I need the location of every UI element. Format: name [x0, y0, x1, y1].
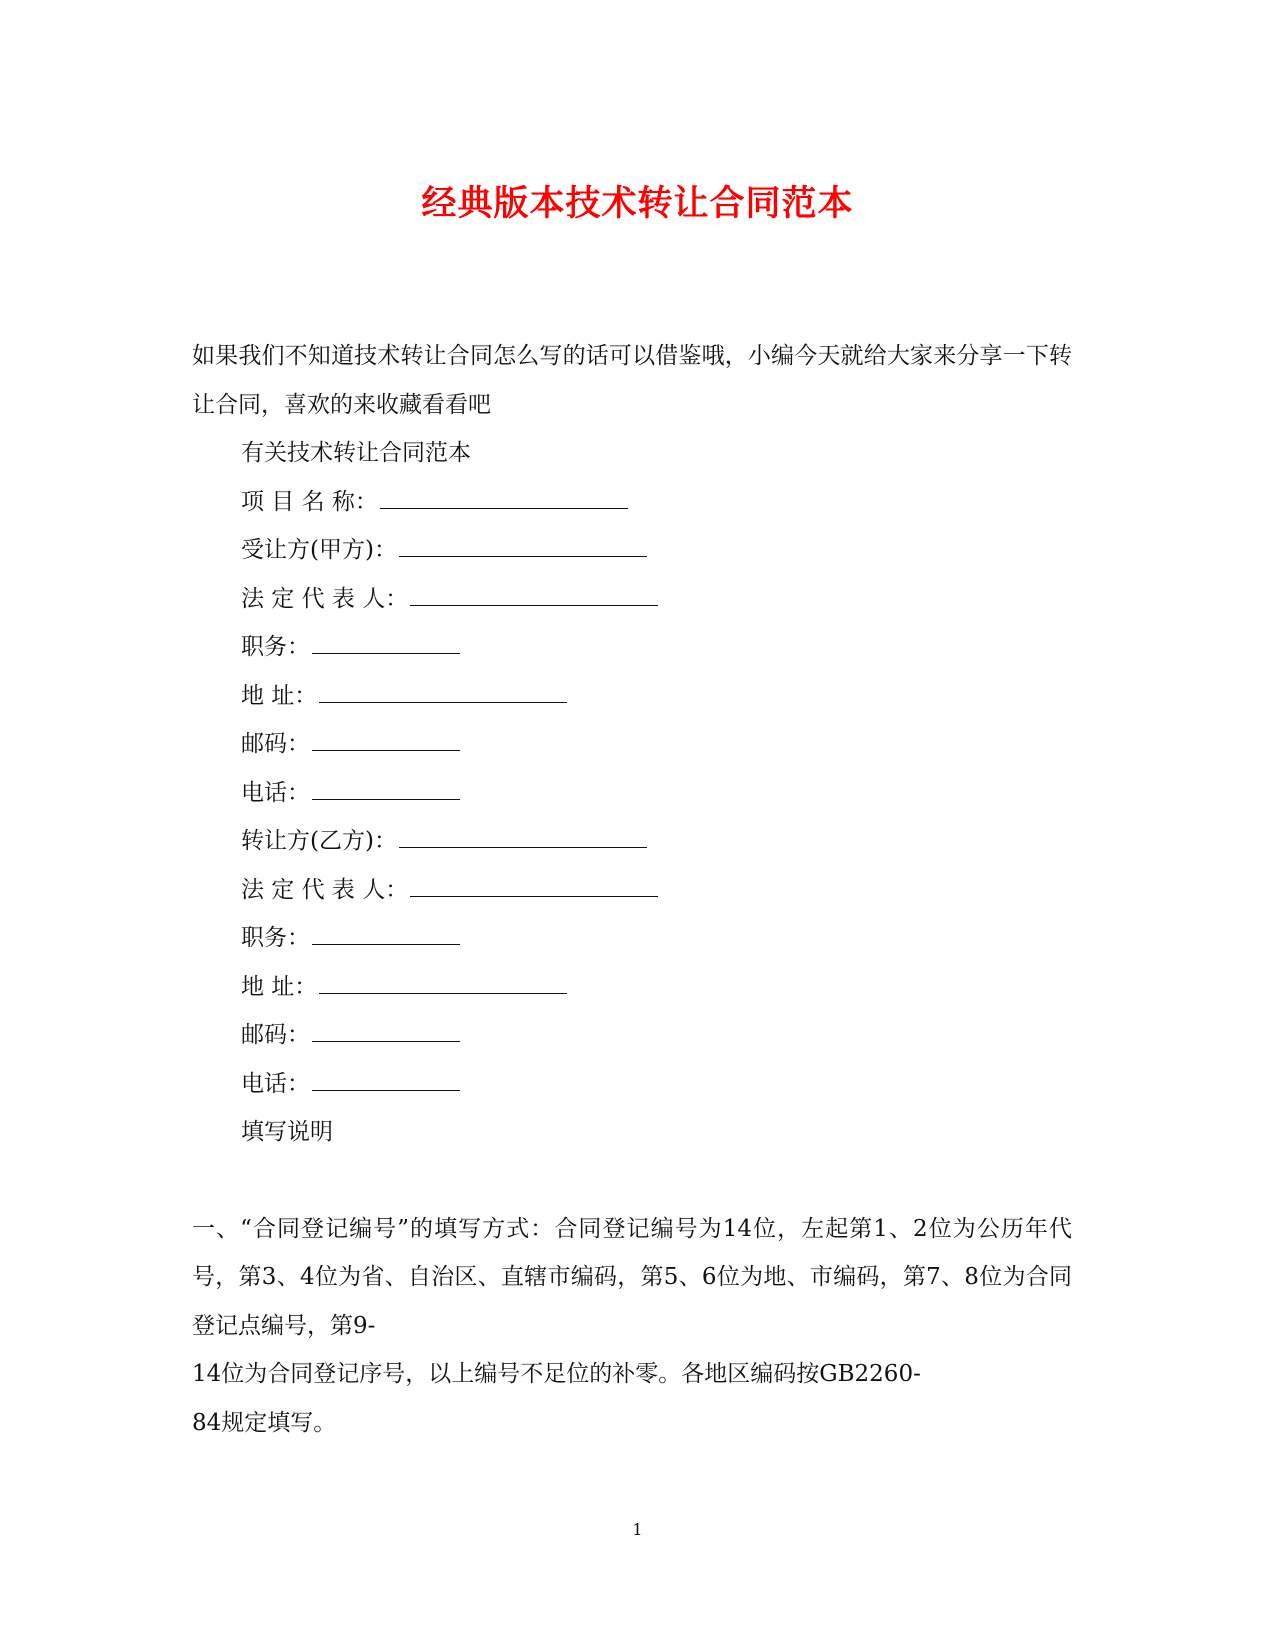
section-heading: 有关技术转让合同范本 — [241, 440, 471, 466]
form-field-row — [241, 769, 1072, 818]
form-field-row — [241, 575, 1072, 624]
form-field-blank[interactable] — [312, 781, 460, 800]
instructions-heading: 填写说明 — [241, 1119, 333, 1145]
form-field-row — [241, 720, 1072, 769]
form-field-blank[interactable] — [312, 732, 460, 751]
form-field-row — [241, 623, 1072, 672]
intro-paragraph: 如果我们不知道技术转让合同怎么写的话可以借鉴哦，小编今天就给大家来分享一下转让合同，喜欢的来收藏看看吧 — [192, 343, 1072, 418]
form-field-blank[interactable] — [319, 975, 567, 994]
form-field-row — [241, 526, 1072, 575]
form-field-blank[interactable] — [380, 490, 628, 509]
form-field-blank[interactable] — [312, 1023, 460, 1042]
form-field-row — [241, 963, 1072, 1012]
form-field-blank[interactable] — [399, 829, 647, 848]
instruction-paragraph-1: 一、“合同登记编号”的填写方式：合同登记编号为14位，左起第1、2位为公历年代号，第3、4位为省、自治区、直辖市编码，第5、6位为地、市编码，第7、8位为合同登记点编号，第9- — [192, 1215, 1072, 1339]
form-field-label: 转让方(乙方)： — [241, 828, 397, 854]
form-field-label: 邮码： — [241, 1022, 310, 1048]
form-field-row — [241, 817, 1072, 866]
document-body — [192, 332, 1072, 1447]
form-field-row — [241, 1011, 1072, 1060]
form-field-blank[interactable] — [319, 684, 567, 703]
form-field-row — [241, 478, 1072, 527]
form-field-row — [241, 914, 1072, 963]
form-field-label: 邮码： — [241, 731, 310, 757]
paragraph-gap — [192, 1157, 1072, 1205]
form-field-row — [241, 672, 1072, 721]
form-field-label: 职务： — [241, 634, 310, 660]
page-number: 1 — [632, 1520, 643, 1539]
form-field-label: 地 址： — [241, 682, 318, 709]
form-field-label: 电话： — [241, 779, 310, 806]
party-fields — [241, 478, 1072, 1109]
form-field-label: 受让方(甲方)： — [241, 537, 397, 563]
form-field-label: 法 定 代 表 人： — [241, 585, 409, 612]
form-field-blank[interactable] — [312, 635, 460, 654]
form-field-blank[interactable] — [312, 1072, 460, 1091]
form-field-label: 法 定 代 表 人： — [241, 876, 409, 903]
form-field-row — [241, 1060, 1072, 1109]
contract-section — [192, 429, 1072, 1157]
form-field-blank[interactable] — [410, 587, 658, 606]
form-field-row — [241, 866, 1072, 915]
document-title: 经典版本技术转让合同范本 — [421, 183, 854, 224]
form-field-blank[interactable] — [312, 926, 460, 945]
form-field-label: 电话： — [241, 1070, 310, 1097]
form-field-label: 地 址： — [241, 973, 318, 1000]
instruction-paragraph-1-end: 84规定填写。 — [192, 1409, 337, 1436]
form-field-label: 项 目 名 称： — [241, 488, 378, 515]
form-field-blank[interactable] — [399, 538, 647, 557]
instruction-paragraph-1-continued: 14位为合同登记序号，以上编号不足位的补零。各地区编码按GB2260- — [192, 1361, 921, 1387]
form-field-blank[interactable] — [410, 878, 658, 897]
form-field-label: 职务： — [241, 925, 310, 951]
